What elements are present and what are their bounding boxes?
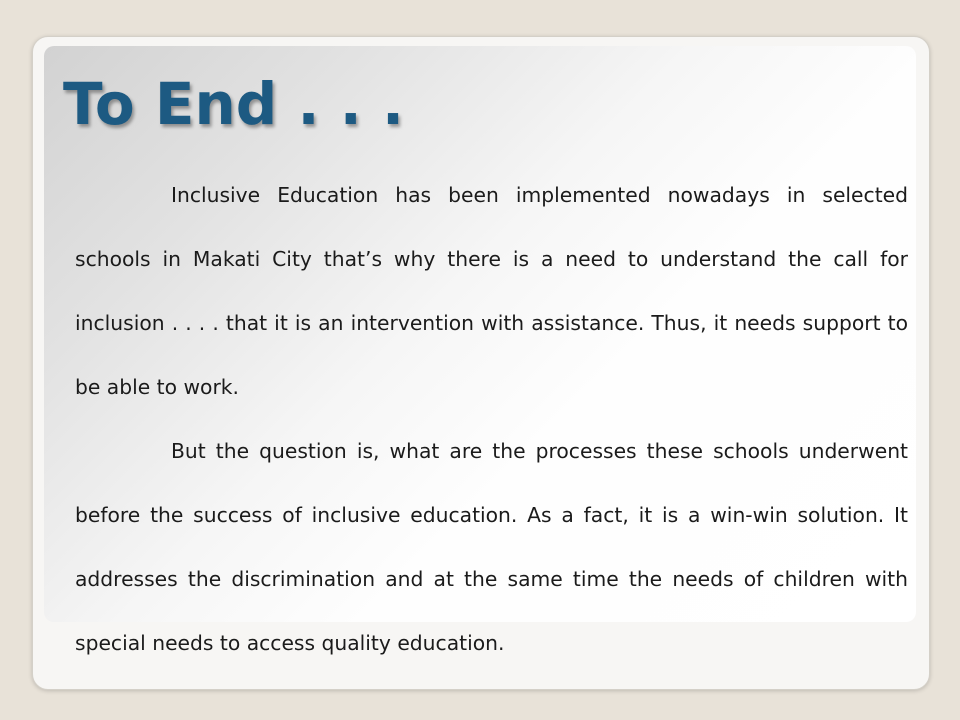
- paragraph-2-text: But the question is, what are the processes these schools underwent before the success of inclusive education. As a fact, it is a win-win solution. It addresses the discrimination and at the same time the needs of children with special needs to access quality education.: [75, 439, 908, 655]
- paragraph-1-text: Inclusive Education has been implemented nowadays in selected schools in Makati City that’s why there is a need to understand the call for inclusion . . . . that it is an intervention with assistance. Thus, it needs support to be able to work.: [75, 183, 908, 399]
- body-paragraph-2: [75, 419, 908, 675]
- slide-title: To End . . .: [63, 70, 405, 138]
- body-paragraph-1: [75, 163, 908, 419]
